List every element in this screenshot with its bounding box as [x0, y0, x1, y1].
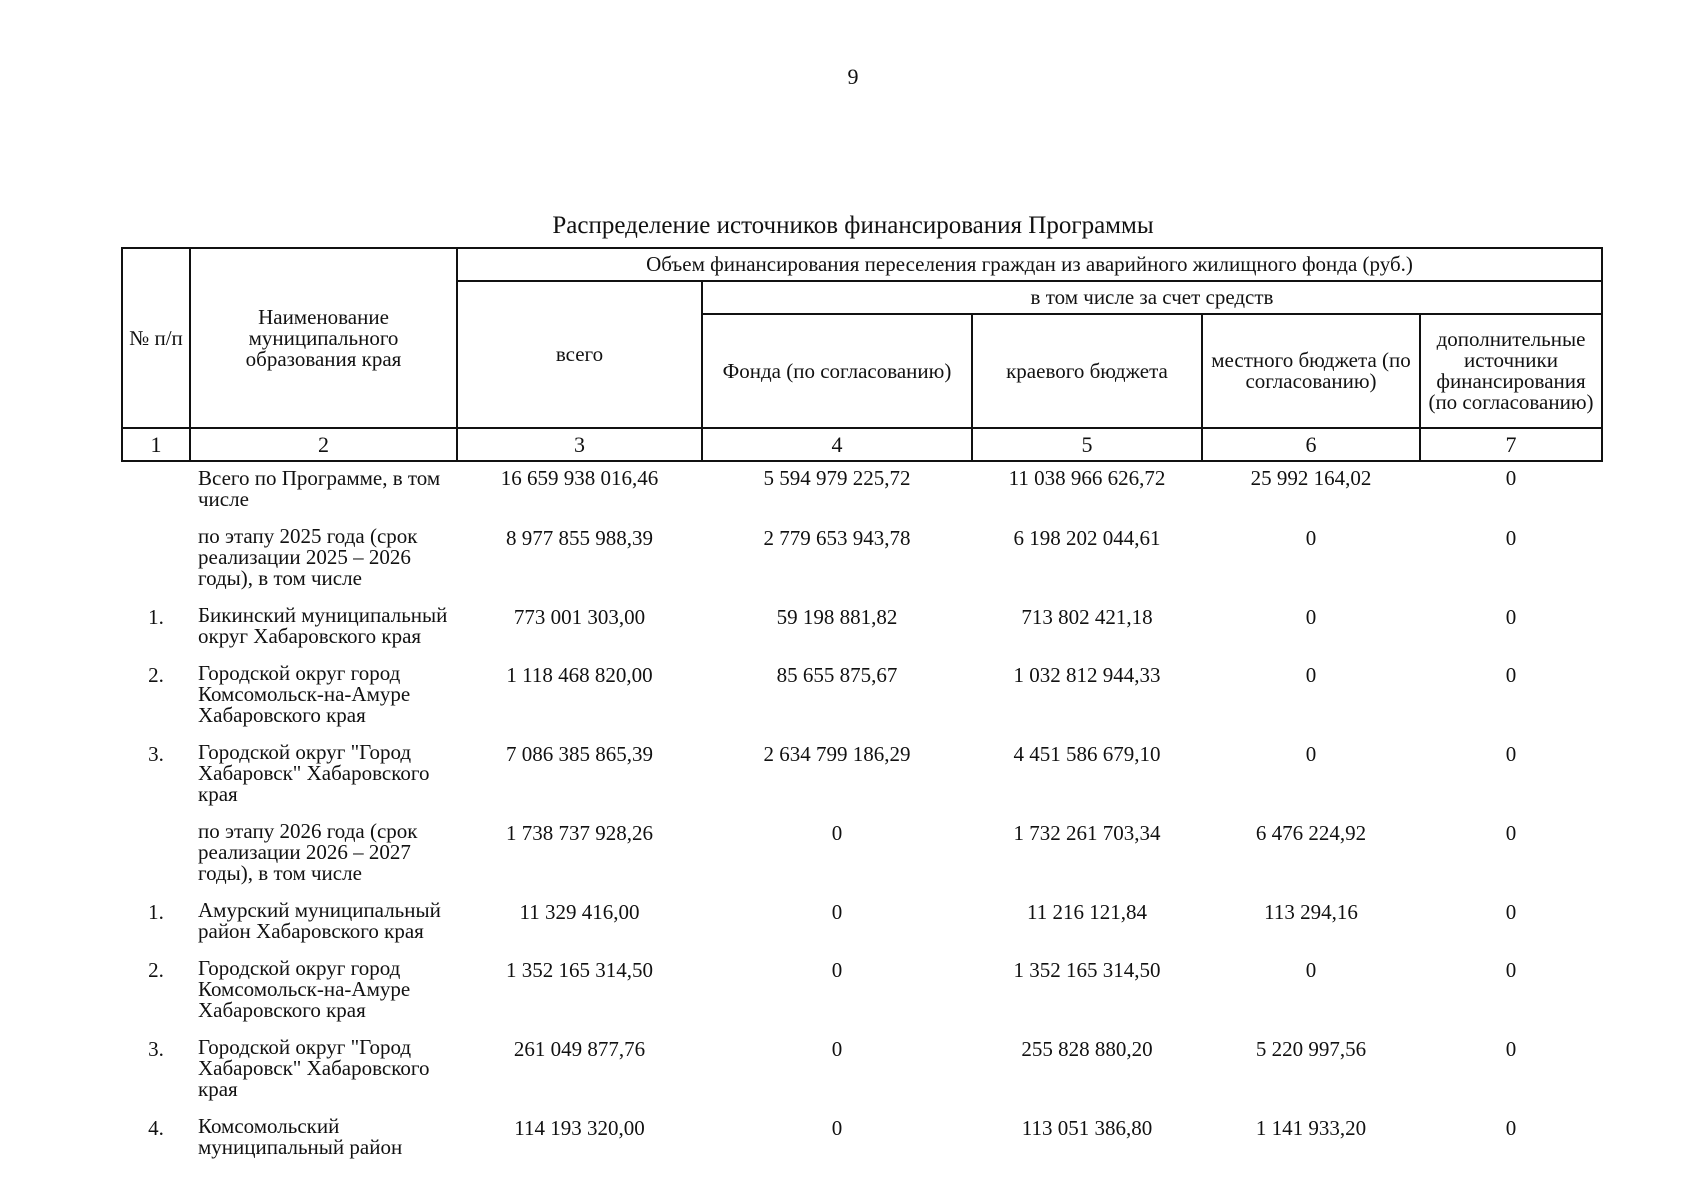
header-additional-sources: дополнительные источники финансирования (по согласованию) [1420, 314, 1602, 428]
table-row [122, 950, 1602, 1029]
row-number: 4. [148, 1116, 164, 1140]
row-regional: 6 198 202 044,61 [1013, 526, 1161, 550]
row-regional: 1 032 812 944,33 [1013, 663, 1161, 687]
row-local: 0 [1305, 958, 1317, 982]
column-number: 5 [972, 428, 1202, 461]
row-number [122, 518, 190, 597]
row-fund: 5 594 979 225,72 [763, 466, 911, 490]
table-row [122, 461, 1602, 518]
header-including: в том числе за счет средств [702, 281, 1602, 314]
column-number: 4 [702, 428, 972, 461]
row-local: 5 220 997,56 [1255, 1037, 1367, 1061]
header-total: всего [457, 281, 702, 428]
table-row [122, 1108, 1602, 1158]
table-row [122, 892, 1602, 950]
row-number [122, 813, 190, 892]
header-fund: Фонда (по согласованию) [702, 314, 972, 428]
row-regional: 713 802 421,18 [1021, 605, 1153, 629]
row-fund: 2 634 799 186,29 [763, 742, 911, 766]
row-additional: 0 [1505, 1037, 1517, 1061]
row-number: 2. [148, 663, 164, 687]
row-total: 11 329 416,00 [519, 900, 640, 924]
row-additional: 0 [1505, 663, 1517, 687]
row-number: 1. [148, 900, 164, 924]
row-total: 16 659 938 016,46 [500, 466, 659, 490]
row-fund: 0 [831, 1116, 843, 1140]
row-local: 1 141 933,20 [1255, 1116, 1367, 1140]
row-total: 8 977 855 988,39 [506, 526, 653, 550]
row-local: 113 294,16 [1264, 900, 1358, 924]
page-number: 9 [847, 64, 859, 89]
row-number [122, 461, 190, 518]
table-row [122, 813, 1602, 892]
row-number: 2. [148, 958, 164, 982]
row-additional: 0 [1505, 742, 1517, 766]
row-total: 773 001 303,00 [513, 605, 646, 629]
row-total: 261 049 877,76 [513, 1037, 646, 1061]
header-number: № п/п [122, 248, 190, 428]
row-additional: 0 [1505, 958, 1517, 982]
row-additional: 0 [1505, 466, 1517, 490]
row-name: Городской округ город Комсомольск-на-Амуре Хабаровского края [198, 956, 411, 1022]
row-number: 1. [148, 605, 164, 629]
row-local: 0 [1305, 663, 1317, 687]
row-regional: 11 038 966 626,72 [1008, 466, 1166, 490]
table-row [122, 518, 1602, 597]
header-municipality-name: Наименование муниципального образования края [190, 248, 457, 428]
column-number: 1 [122, 428, 190, 461]
row-regional: 1 732 261 703,34 [1013, 821, 1161, 845]
financing-table [121, 247, 1603, 1158]
row-name: по этапу 2026 года (срок реализации 2026 – 2027 годы), в том числе [198, 819, 418, 885]
column-number: 6 [1202, 428, 1420, 461]
row-name: Комсомольский муниципальный район [198, 1114, 403, 1159]
row-additional: 0 [1505, 900, 1517, 924]
row-additional: 0 [1505, 605, 1517, 629]
row-total: 7 086 385 865,39 [506, 742, 653, 766]
table-title: Распределение источников финансирования Программы [552, 212, 1154, 239]
row-name: Амурский муниципальный район Хабаровского края [198, 898, 441, 943]
header-regional-budget: краевого бюджета [972, 314, 1202, 428]
row-total: 114 193 320,00 [514, 1116, 645, 1140]
row-fund: 2 779 653 943,78 [763, 526, 911, 550]
row-name: Бикинский муниципальный округ Хабаровского края [198, 603, 448, 648]
column-number: 7 [1420, 428, 1602, 461]
row-total: 1 118 468 820,00 [506, 663, 653, 687]
row-name: Всего по Программе, в том числе [198, 466, 441, 511]
row-fund: 0 [831, 821, 843, 845]
table-row [122, 734, 1602, 813]
row-regional: 113 051 386,80 [1021, 1116, 1153, 1140]
table-row [122, 655, 1602, 734]
row-total: 1 352 165 314,50 [506, 958, 653, 982]
row-regional: 255 828 880,20 [1021, 1037, 1153, 1061]
row-name: Городской округ "Город Хабаровск" Хабаровского края [198, 740, 430, 806]
row-number: 3. [148, 1037, 164, 1061]
row-fund: 59 198 881,82 [776, 605, 898, 629]
row-local: 0 [1305, 526, 1317, 550]
table-header [122, 248, 1602, 461]
table-row [122, 597, 1602, 655]
row-number: 3. [148, 742, 164, 766]
row-fund: 85 655 875,67 [776, 663, 898, 687]
row-additional: 0 [1505, 1116, 1517, 1140]
row-total: 1 738 737 928,26 [506, 821, 653, 845]
row-regional: 4 451 586 679,10 [1013, 742, 1161, 766]
column-number: 2 [190, 428, 457, 461]
row-local: 0 [1305, 605, 1317, 629]
row-local: 25 992 164,02 [1250, 466, 1372, 490]
row-regional: 1 352 165 314,50 [1013, 958, 1161, 982]
row-fund: 0 [831, 1037, 843, 1061]
row-name: Городской округ город Комсомольск-на-Амуре Хабаровского края [198, 661, 411, 727]
table-row [122, 1029, 1602, 1108]
row-name: по этапу 2025 года (срок реализации 2025 – 2026 годы), в том числе [198, 524, 418, 590]
header-financing-volume: Объем финансирования переселения граждан из аварийного жилищного фонда (руб.) [457, 248, 1602, 281]
row-name: Городской округ "Город Хабаровск" Хабаровского края [198, 1035, 430, 1101]
row-fund: 0 [831, 958, 843, 982]
row-local: 6 476 224,92 [1255, 821, 1367, 845]
column-number: 3 [457, 428, 702, 461]
row-local: 0 [1305, 742, 1317, 766]
row-additional: 0 [1505, 526, 1517, 550]
header-local-budget: местного бюджета (по согласованию) [1202, 314, 1420, 428]
row-additional: 0 [1505, 821, 1517, 845]
row-fund: 0 [831, 900, 843, 924]
row-regional: 11 216 121,84 [1027, 900, 1147, 924]
table-body [122, 461, 1602, 1158]
